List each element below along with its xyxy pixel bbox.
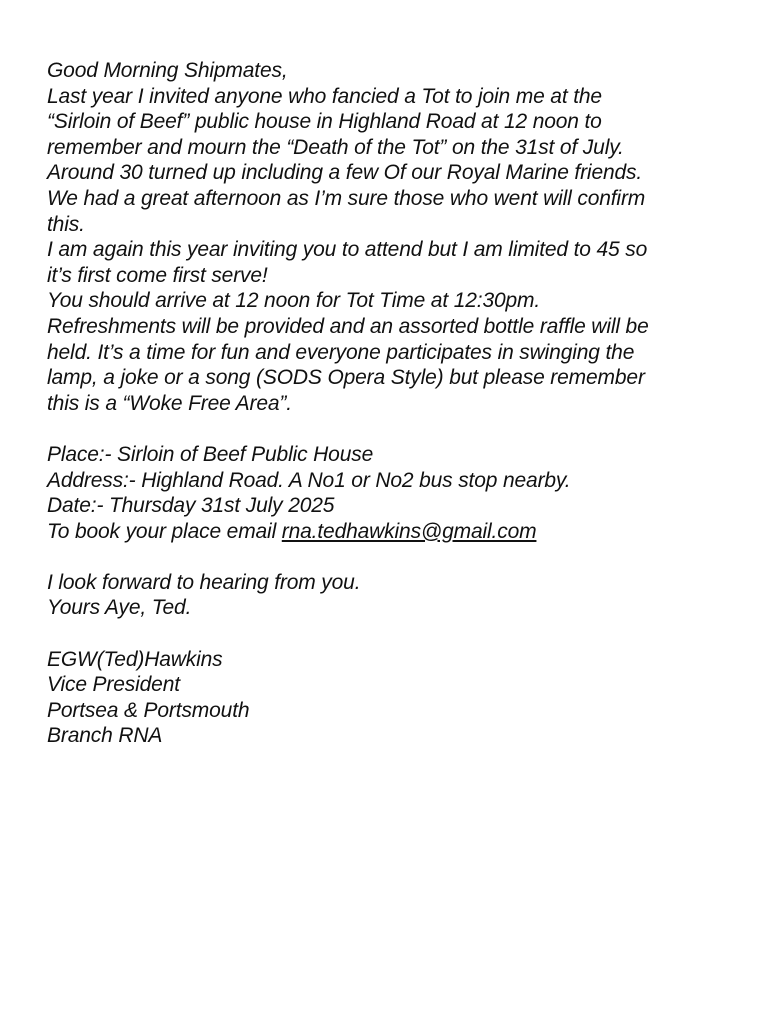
body-line: You should arrive at 12 noon for Tot Time at 12:30pm.: [47, 289, 541, 313]
booking-email-link[interactable]: rna.tedhawkins@gmail.com: [281, 519, 537, 543]
body-line: lamp, a joke or a song (SODS Opera Style) but please remember: [47, 366, 645, 390]
body-line: I am again this year inviting you to attend but I am limited to 45 so: [47, 238, 648, 262]
address-line: Address:- Highland Road. A No1 or No2 bus stop nearby.: [47, 468, 571, 492]
date-line: Date:- Thursday 31st July 2025: [47, 494, 335, 518]
body-line: Last year I invited anyone who fancied a Tot to join me at the: [47, 84, 602, 108]
body-line: We had a great afternoon as I’m sure those who went will confirm: [47, 186, 646, 210]
body-line: it’s first come first serve!: [47, 263, 268, 287]
event-details: [47, 442, 747, 544]
closing: [47, 570, 747, 621]
paragraph-gap: [47, 416, 747, 442]
greeting: Good Morning Shipmates,: [47, 59, 288, 82]
signature-org: Portsea & Portsmouth: [47, 698, 250, 722]
body-line: remember and mourn the “Death of the Tot” on the 31st of July.: [47, 135, 624, 159]
signature-block: [47, 647, 747, 749]
signature-org: Branch RNA: [47, 724, 163, 748]
body-line: Refreshments will be provided and an assorted bottle raffle will be: [47, 314, 649, 338]
signature-name: EGW(Ted)Hawkins: [47, 647, 223, 671]
paragraph-gap: [47, 544, 747, 570]
paragraph-gap: [47, 621, 747, 647]
place-line: Place:- Sirloin of Beef Public House: [47, 442, 374, 466]
body-line: this is a “Woke Free Area”.: [47, 391, 292, 415]
body-line: Around 30 turned up including a few Of our Royal Marine friends.: [47, 161, 643, 185]
closing-line: I look forward to hearing from you.: [47, 570, 361, 594]
letter: [47, 58, 747, 749]
sign-off: Yours Aye, Ted.: [47, 596, 192, 620]
body-line: held. It’s a time for fun and everyone participates in swinging the: [47, 340, 635, 364]
letter-body: [47, 84, 747, 417]
signature-title: Vice President: [47, 673, 180, 697]
booking-line: [47, 519, 747, 545]
body-line: this.: [47, 212, 85, 236]
body-line: “Sirloin of Beef” public house in Highland Road at 12 noon to: [47, 110, 602, 134]
booking-prefix: To book your place email: [47, 519, 282, 543]
